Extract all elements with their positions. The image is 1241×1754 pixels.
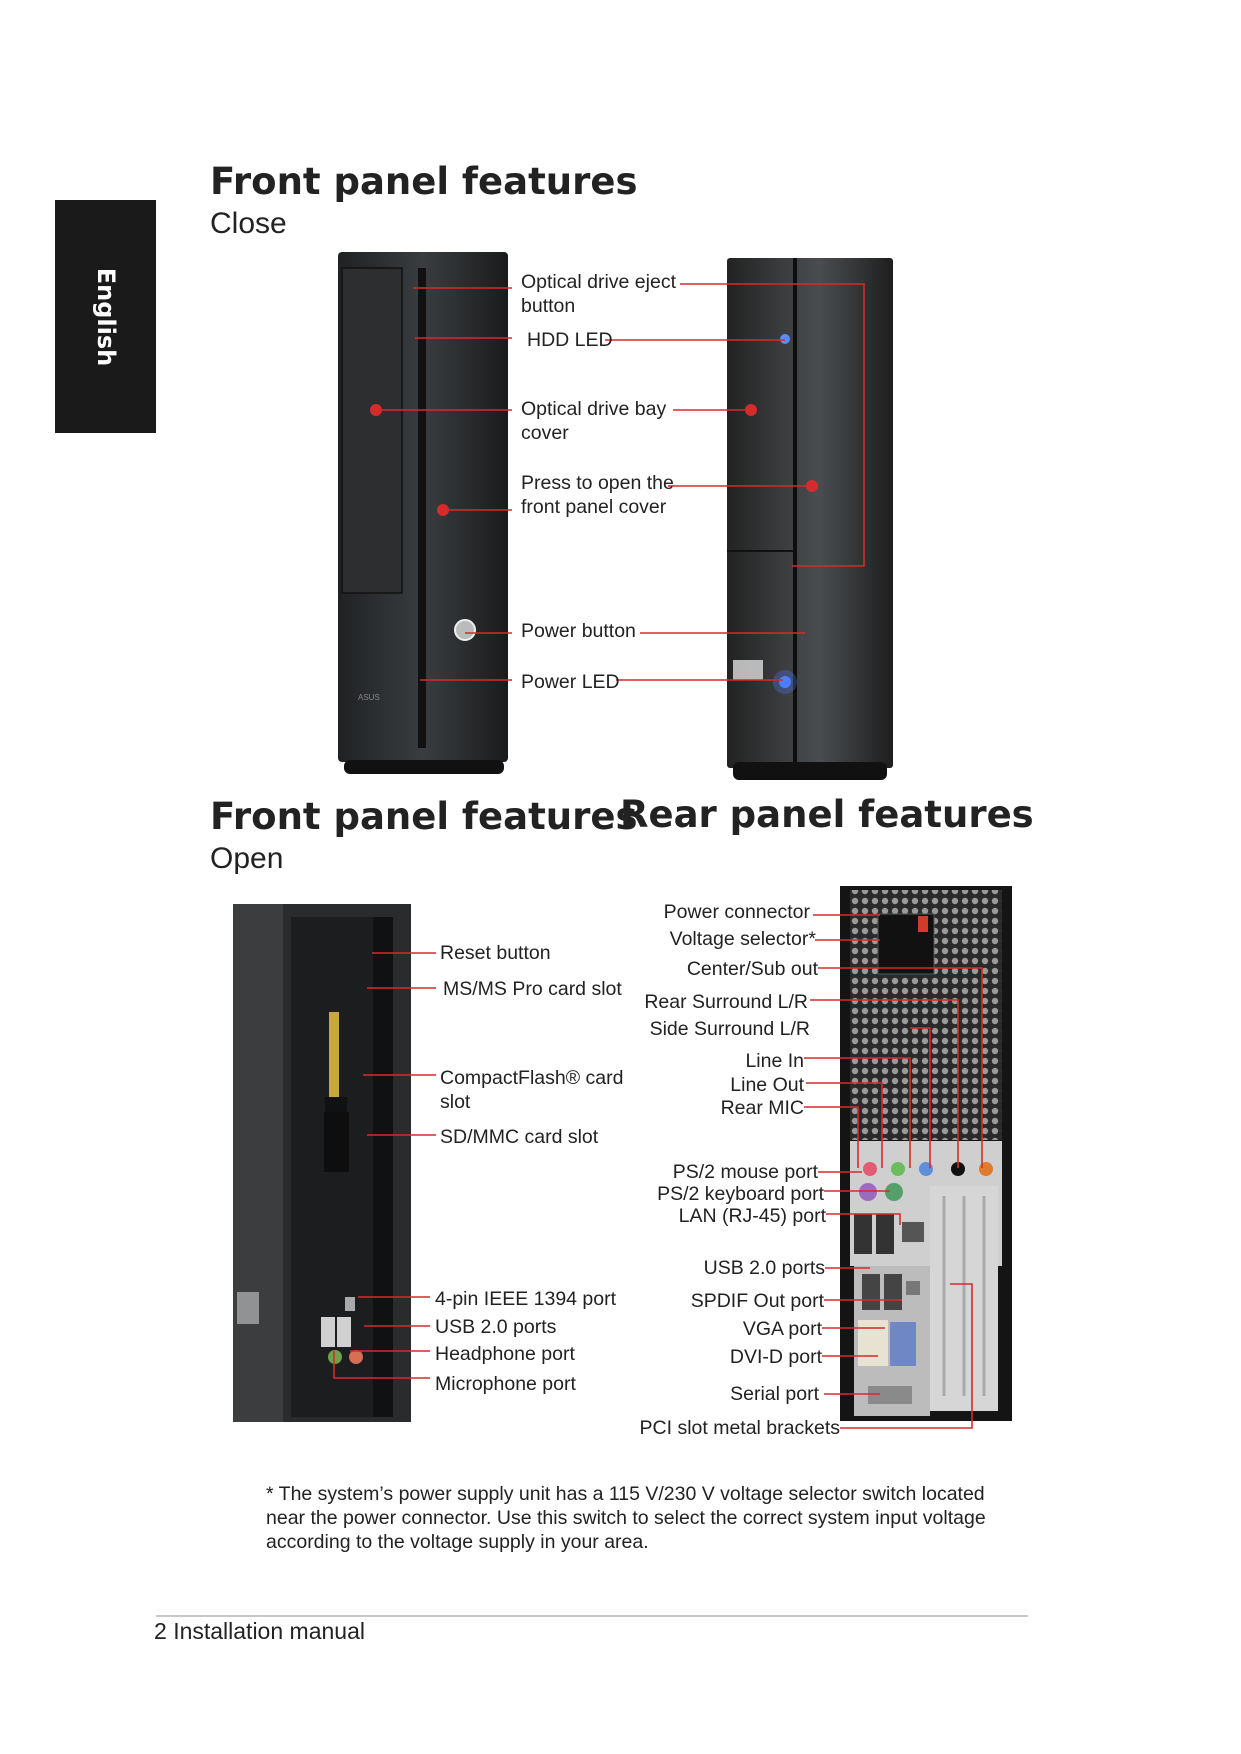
label-ms-card-slot: MS/MS Pro card slot <box>443 978 622 1000</box>
label-rear-mic: Rear MIC <box>720 1097 804 1119</box>
label-spdif-out: SPDIF Out port <box>690 1290 824 1312</box>
label-rear-surround: Rear Surround L/R <box>644 991 808 1013</box>
label-press-to-open: Press to open the front panel cover <box>521 472 674 518</box>
label-center-sub-out: Center/Sub out <box>686 958 818 980</box>
label-ps2-keyboard: PS/2 keyboard port <box>657 1183 824 1205</box>
label-rear-usb-ports: USB 2.0 ports <box>703 1257 825 1279</box>
front-open-photo <box>231 902 413 1424</box>
label-power-button: Power button <box>521 620 636 642</box>
label-side-surround: Side Surround L/R <box>649 1018 810 1040</box>
language-tab <box>55 200 156 433</box>
rear-title: Rear panel features <box>620 793 1034 836</box>
label-optical-drive-eject: Optical drive eject button <box>521 271 676 317</box>
label-serial-port: Serial port <box>730 1383 819 1405</box>
label-dvi-d-port: DVI-D port <box>729 1346 822 1368</box>
label-sd-mmc-slot: SD/MMC card slot <box>440 1126 599 1148</box>
label-voltage-selector: Voltage selector* <box>669 928 816 950</box>
label-pci-brackets: PCI slot metal brackets <box>639 1417 840 1439</box>
svg-text:ASUS: ASUS <box>358 693 380 702</box>
front-open-subtitle: Open <box>210 842 284 875</box>
label-reset-button: Reset button <box>440 942 551 964</box>
label-ps2-mouse: PS/2 mouse port <box>672 1161 818 1183</box>
voltage-footnote: * The system’s power supply unit has a 115 V/230 V voltage selector switch located near the power connector. Use this switch to select the correct system input voltage according to the voltage supply in your area. <box>266 1483 986 1553</box>
label-front-usb-ports: USB 2.0 ports <box>435 1316 557 1338</box>
footer-rule <box>156 1615 1028 1617</box>
front-closed-photo-right <box>725 256 895 786</box>
page-number: 2 <box>154 1618 167 1644</box>
front-open-title: Front panel features <box>210 795 638 838</box>
label-microphone-port: Microphone port <box>435 1373 576 1395</box>
footer-title: Installation manual <box>173 1618 365 1644</box>
label-optical-drive-bay-cover: Optical drive bay cover <box>521 398 667 444</box>
label-line-in: Line In <box>745 1050 804 1072</box>
front-closed-photo-left <box>336 250 516 780</box>
label-line-out: Line Out <box>730 1074 804 1096</box>
label-hdd-led: HDD LED <box>527 329 613 351</box>
front-close-title: Front panel features <box>210 160 638 203</box>
label-vga-port: VGA port <box>742 1318 822 1340</box>
label-power-connector: Power connector <box>663 901 810 923</box>
label-lan-port: LAN (RJ-45) port <box>678 1205 826 1227</box>
label-power-led: Power LED <box>521 671 620 693</box>
language-tab-label: English <box>91 267 120 366</box>
page-footer <box>154 1618 365 1645</box>
label-ieee1394-port: 4-pin IEEE 1394 port <box>435 1288 617 1310</box>
rear-photo <box>840 886 1012 1426</box>
label-compactflash-slot: CompactFlash® card slot <box>440 1067 624 1113</box>
front-close-subtitle: Close <box>210 207 287 240</box>
label-headphone-port: Headphone port <box>435 1343 575 1365</box>
